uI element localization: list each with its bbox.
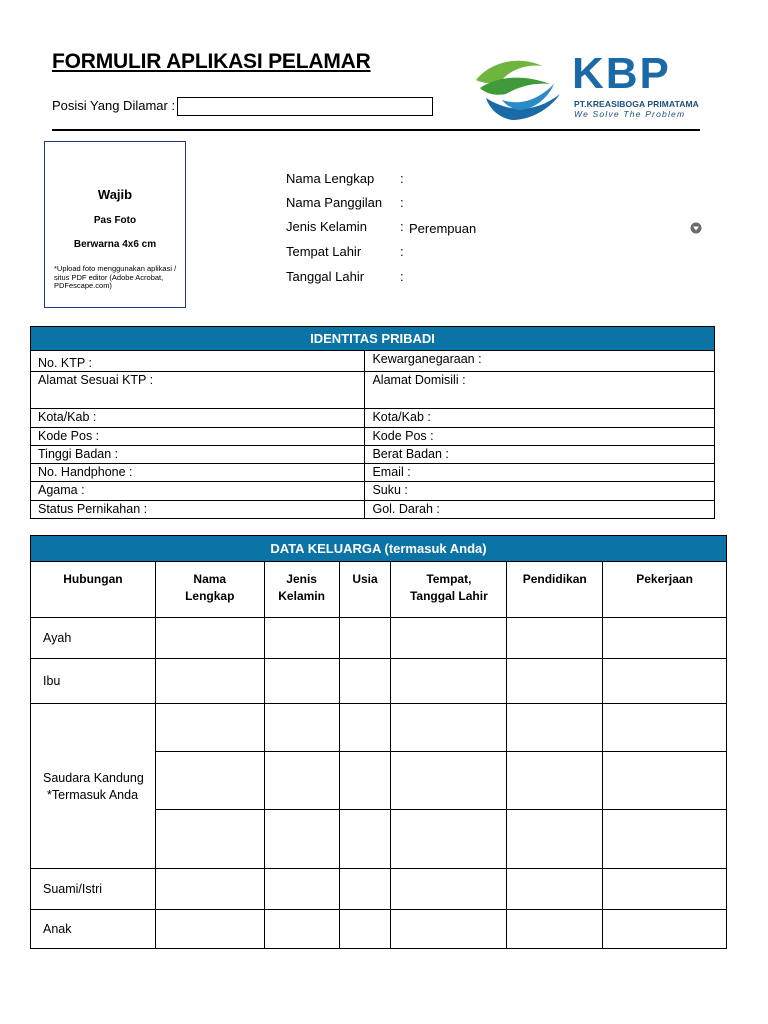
table-cell[interactable]	[603, 752, 727, 810]
table-cell[interactable]	[339, 618, 391, 659]
table-cell[interactable]	[603, 618, 727, 659]
table-cell[interactable]	[264, 659, 339, 704]
phone-field[interactable]: No. Handphone :	[31, 464, 365, 482]
weight-field[interactable]: Berat Badan :	[365, 446, 715, 464]
table-cell[interactable]	[603, 910, 727, 949]
logo-company-name: PT.KREASIBOGA PRIMATAMA	[574, 99, 699, 109]
gender-select[interactable]: Perempuan	[409, 221, 477, 236]
table-cell[interactable]	[507, 752, 603, 810]
table-cell[interactable]	[155, 659, 264, 704]
table-row	[31, 446, 715, 464]
logo-tagline: We Solve The Problem	[574, 109, 686, 119]
gender-colon: :	[400, 219, 404, 234]
birthdate-label: Tanggal Lahir	[286, 269, 365, 284]
full-name-colon: :	[400, 171, 404, 186]
table-row	[31, 869, 727, 910]
logo-brand-text: KBP	[572, 49, 671, 98]
citizenship-field[interactable]: Kewarganegaraan :	[365, 351, 715, 372]
table-row	[31, 428, 715, 446]
city-ktp-field[interactable]: Kota/Kab :	[31, 409, 365, 428]
column-header-name: Nama Lengkap	[155, 562, 264, 618]
table-row	[31, 501, 715, 519]
table-cell[interactable]	[339, 752, 391, 810]
relation-spouse-label: Suami/Istri	[31, 869, 156, 910]
photo-type-label: Pas Foto	[93, 215, 137, 226]
table-cell[interactable]	[339, 910, 391, 949]
table-cell[interactable]	[603, 810, 727, 869]
nickname-colon: :	[400, 195, 404, 210]
family-section-title: DATA KELUARGA (termasuk Anda)	[31, 536, 727, 562]
gender-label: Jenis Kelamin	[286, 219, 367, 234]
table-cell[interactable]	[339, 659, 391, 704]
table-cell[interactable]	[155, 704, 264, 752]
table-cell[interactable]	[391, 704, 507, 752]
email-field[interactable]: Email :	[365, 464, 715, 482]
table-cell[interactable]	[339, 810, 391, 869]
family-table	[30, 535, 727, 949]
relation-child-label: Anak	[31, 910, 156, 949]
relation-siblings-label: Saudara Kandung	[43, 770, 144, 785]
table-cell[interactable]	[603, 704, 727, 752]
position-label: Posisi Yang Dilamar :	[52, 98, 176, 113]
blood-type-field[interactable]: Gol. Darah :	[365, 501, 715, 519]
table-cell[interactable]	[507, 618, 603, 659]
table-cell[interactable]	[507, 910, 603, 949]
table-row	[31, 482, 715, 501]
column-header-occupation: Pekerjaan	[603, 562, 727, 618]
table-cell[interactable]	[603, 659, 727, 704]
domicile-address-field[interactable]: Alamat Domisili :	[365, 372, 715, 409]
table-row	[31, 372, 715, 409]
relation-mother-label: Ibu	[31, 659, 156, 704]
ktp-address-field[interactable]: Alamat Sesuai KTP :	[31, 372, 365, 409]
table-cell[interactable]	[507, 704, 603, 752]
table-cell[interactable]	[155, 869, 264, 910]
table-cell[interactable]	[391, 618, 507, 659]
ethnicity-field[interactable]: Suku :	[365, 482, 715, 501]
chevron-down-icon[interactable]	[690, 222, 702, 234]
full-name-label: Nama Lengkap	[286, 171, 375, 186]
photo-required-label: Wajib	[97, 187, 133, 202]
table-cell[interactable]	[391, 810, 507, 869]
table-cell[interactable]	[264, 869, 339, 910]
table-row	[31, 464, 715, 482]
table-row	[31, 704, 727, 752]
relation-father-label: Ayah	[31, 618, 156, 659]
identity-section-title: IDENTITAS PRIBADI	[31, 327, 715, 351]
ktp-number-field[interactable]: No. KTP :	[31, 351, 365, 372]
table-cell[interactable]	[264, 618, 339, 659]
position-input[interactable]	[177, 97, 433, 116]
table-cell[interactable]	[264, 752, 339, 810]
table-cell[interactable]	[155, 618, 264, 659]
table-row	[31, 409, 715, 428]
birthdate-colon: :	[400, 269, 404, 284]
table-cell[interactable]	[507, 869, 603, 910]
photo-upload-note: *Upload foto menggunakan aplikasi / situs PDF editor (Adobe Acrobat, PDFescape.com)	[54, 264, 177, 291]
column-header-relation: Hubungan	[31, 562, 156, 618]
table-row	[31, 351, 715, 372]
column-header-age: Usia	[339, 562, 391, 618]
postal-code-ktp-field[interactable]: Kode Pos :	[31, 428, 365, 446]
table-cell[interactable]	[339, 869, 391, 910]
table-cell[interactable]	[391, 659, 507, 704]
photo-size-label: Berwarna 4x6 cm	[73, 239, 157, 250]
birthplace-label: Tempat Lahir	[286, 244, 362, 259]
table-cell[interactable]	[155, 752, 264, 810]
table-header-row	[31, 562, 727, 618]
table-cell[interactable]	[264, 910, 339, 949]
city-domicile-field[interactable]: Kota/Kab :	[365, 409, 715, 428]
form-title: FORMULIR APLIKASI PELAMAR	[52, 50, 371, 73]
height-field[interactable]: Tinggi Badan :	[31, 446, 365, 464]
header-divider	[52, 129, 700, 131]
table-cell[interactable]	[155, 910, 264, 949]
column-header-birth: Tempat, Tanggal Lahir	[391, 562, 507, 618]
table-cell[interactable]	[391, 752, 507, 810]
table-cell[interactable]	[339, 704, 391, 752]
table-cell[interactable]	[507, 810, 603, 869]
table-cell[interactable]	[603, 869, 727, 910]
table-cell[interactable]	[264, 810, 339, 869]
religion-field[interactable]: Agama :	[31, 482, 365, 501]
relation-siblings-note: *Termasuk Anda	[47, 787, 139, 802]
postal-code-domicile-field[interactable]: Kode Pos :	[365, 428, 715, 446]
relation-siblings-cell	[31, 704, 156, 869]
birthplace-colon: :	[400, 244, 404, 259]
table-cell[interactable]	[391, 869, 507, 910]
column-header-education: Pendidikan	[507, 562, 603, 618]
nickname-label: Nama Panggilan	[286, 195, 383, 210]
column-header-gender: Jenis Kelamin	[264, 562, 339, 618]
table-cell[interactable]	[264, 704, 339, 752]
table-row	[31, 659, 727, 704]
identity-table	[30, 326, 715, 519]
table-cell[interactable]	[155, 810, 264, 869]
table-cell[interactable]	[391, 910, 507, 949]
marital-status-field[interactable]: Status Pernikahan :	[31, 501, 365, 519]
table-row	[31, 618, 727, 659]
table-cell[interactable]	[507, 659, 603, 704]
table-row	[31, 910, 727, 949]
